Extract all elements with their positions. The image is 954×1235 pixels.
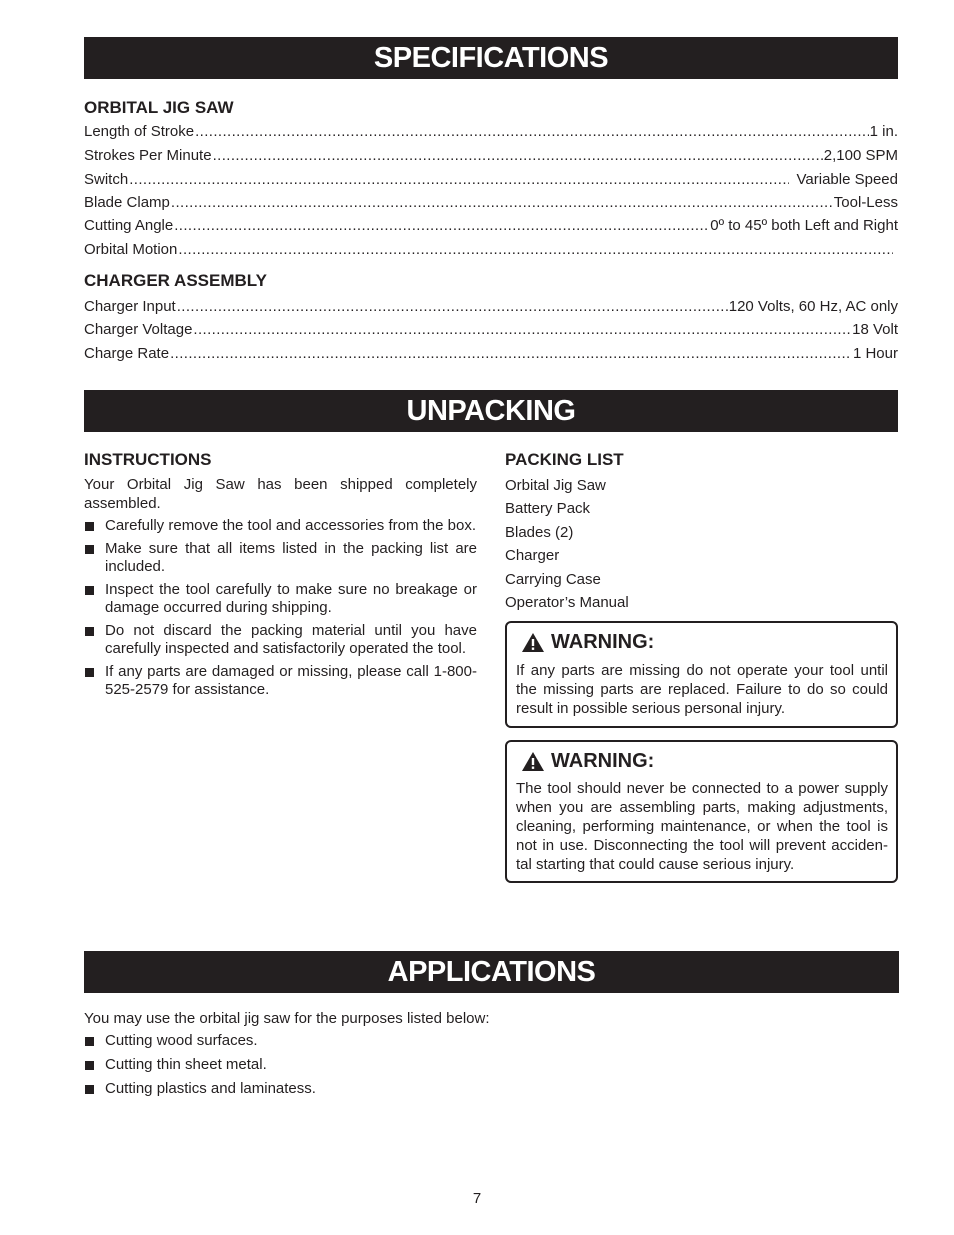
- spec-label: Switch: [84, 171, 129, 188]
- spec-label: Blade Clamp: [84, 194, 170, 211]
- leader-dots: [174, 216, 709, 236]
- warning-text: The tool should never be connected to a power supply when you are assembling parts, making adjustments, cleaning, performing maintenance, or when the tool is not in use. Disconnecting the tool will prevent acciden- tal starting that could cause serious injury.: [516, 780, 888, 873]
- list-item: Orbital Jig Saw: [505, 477, 606, 494]
- bullet-square-icon: [85, 545, 94, 554]
- unpacking-banner: UNPACKING: [84, 390, 898, 432]
- bullet-square-icon: [85, 586, 94, 595]
- bullet-square-icon: [85, 522, 94, 531]
- spec-row: [84, 297, 898, 317]
- spec-value: Variable Speed: [796, 171, 898, 188]
- list-item: Inspect the tool carefully to make sure no breakage or damage occurred during shipping.: [84, 581, 477, 618]
- spec-row: [84, 170, 898, 190]
- instructions-list: [84, 517, 477, 700]
- warning-title-text: WARNING:: [551, 750, 655, 772]
- spec-row: [84, 216, 898, 236]
- list-item: Do not discard the packing material until you have carefully inspected and satisfactorily operated the tool.: [84, 622, 477, 659]
- instructions-heading: INSTRUCTIONS: [84, 450, 212, 469]
- warning-box: [505, 621, 898, 728]
- applications-list: [84, 1032, 684, 1099]
- spec-row: [84, 193, 898, 213]
- specifications-banner: SPECIFICATIONS: [84, 37, 898, 79]
- list-item: Battery Pack: [505, 500, 591, 518]
- spec-value: 120 Volts, 60 Hz, AC only: [728, 298, 898, 315]
- list-item: Cutting plastics and laminatess.: [84, 1080, 684, 1099]
- spec-row: [84, 240, 894, 260]
- warning-triangle-icon: [521, 632, 545, 653]
- spec-label: Charger Voltage: [84, 321, 193, 338]
- leader-dots: [129, 170, 788, 190]
- list-item: Carefully remove the tool and accessories from the box.: [84, 517, 477, 536]
- spec-label: Orbital Motion: [84, 241, 178, 258]
- spec-row: [84, 320, 898, 340]
- leader-dots: [193, 320, 851, 340]
- applications-banner: APPLICATIONS: [84, 951, 899, 993]
- spec-label: Length of Stroke: [84, 123, 195, 140]
- list-item: Operator’s Manual: [505, 594, 629, 612]
- packing-list: [505, 474, 629, 614]
- list-item: Carrying Case: [505, 570, 601, 588]
- list-item: Blades (2): [505, 523, 574, 541]
- leader-dots: [177, 297, 728, 317]
- list-item: Cutting thin sheet metal.: [84, 1056, 684, 1075]
- warning-title-text: WARNING:: [551, 631, 655, 653]
- bullet-square-icon: [85, 1061, 94, 1070]
- list-item: Make sure that all items listed in the packing list are included.: [84, 540, 477, 577]
- list-item: Charger: [505, 547, 560, 565]
- bullet-square-icon: [85, 1085, 94, 1094]
- warning-box: [505, 740, 898, 883]
- spec-value: Tool-Less: [833, 194, 898, 211]
- spec-value: 2,100 SPM: [823, 147, 898, 164]
- warning-title: [521, 749, 654, 773]
- spec-value: 18 Volt: [852, 321, 898, 338]
- spec-label: Cutting Angle: [84, 217, 174, 234]
- spec-value: 1 in.: [869, 123, 898, 140]
- leader-dots: [170, 344, 852, 364]
- spec-label: Charge Rate: [84, 345, 170, 362]
- instructions-intro: Your Orbital Jig Saw has been shipped completely assembled.: [84, 476, 477, 512]
- page-number: 7: [472, 1190, 482, 1207]
- charger-assembly-heading: CHARGER ASSEMBLY: [84, 271, 267, 290]
- spec-row: [84, 122, 898, 142]
- warning-title: [521, 630, 654, 654]
- orbital-jig-saw-heading: ORBITAL JIG SAW: [84, 98, 234, 117]
- spec-value: 1 Hour: [852, 345, 898, 362]
- spec-row: [84, 344, 898, 364]
- leader-dots: [171, 193, 833, 213]
- spec-label: Charger Input: [84, 298, 176, 315]
- list-item: Cutting wood surfaces.: [84, 1032, 684, 1051]
- leader-dots: [178, 240, 893, 260]
- packing-list-heading: PACKING LIST: [505, 450, 624, 469]
- warning-triangle-icon: [521, 751, 545, 772]
- list-item: If any parts are damaged or missing, please call 1-800-525-2579 for assistance.: [84, 663, 477, 700]
- warning-text: If any parts are missing do not operate your tool until the missing parts are replaced. Failure to do so could result in possible serious personal injury.: [516, 662, 888, 717]
- spec-row: [84, 146, 898, 166]
- bullet-square-icon: [85, 1037, 94, 1046]
- leader-dots: [195, 122, 869, 142]
- spec-value: 0º to 45º both Left and Right: [710, 217, 898, 234]
- bullet-square-icon: [85, 627, 94, 636]
- applications-intro: You may use the orbital jig saw for the purposes listed below:: [84, 1010, 490, 1027]
- leader-dots: [213, 146, 823, 166]
- spec-label: Strokes Per Minute: [84, 147, 212, 164]
- bullet-square-icon: [85, 668, 94, 677]
